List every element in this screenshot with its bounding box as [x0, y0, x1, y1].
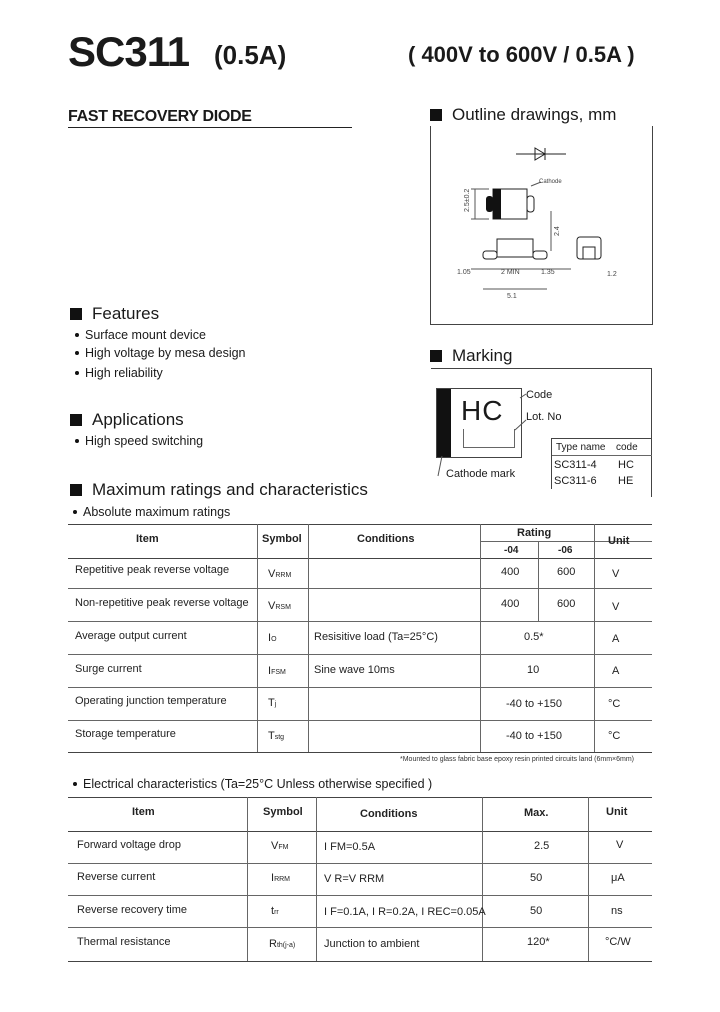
square-bullet-icon — [70, 484, 82, 496]
rating-header: Rating — [517, 527, 552, 539]
symbol-cell: IFSM — [268, 665, 286, 677]
item-cell: Forward voltage drop — [77, 839, 181, 851]
code-header: code — [616, 442, 638, 453]
symbol-cell: trr — [271, 905, 279, 917]
item-cell: Repetitive peak reverse voltage — [75, 564, 230, 576]
symbol-header: Symbol — [263, 806, 303, 818]
max-ratings-heading: Maximum ratings and characteristics — [70, 480, 368, 500]
rating-cell: 10 — [527, 664, 540, 676]
max-cell: 50 — [530, 905, 543, 917]
code-cell: HC — [618, 459, 634, 471]
device-type: FAST RECOVERY DIODE — [68, 108, 252, 125]
marking-heading: Marking — [430, 346, 512, 366]
unit-cell: V — [612, 601, 620, 613]
right-dim: 1.35 — [541, 269, 555, 276]
dot-bullet-icon — [75, 333, 79, 337]
unit-cell: °C — [608, 698, 621, 710]
item-cell: Thermal resistance — [77, 936, 171, 948]
feature-item: High reliability — [75, 366, 163, 380]
conditions-cell: Sine wave 10ms — [314, 664, 395, 676]
cathode-dim: Cathode — [539, 179, 562, 185]
unit-header: Unit — [608, 535, 630, 547]
unit-cell: V — [612, 568, 620, 580]
item-cell: Average output current — [75, 630, 187, 642]
max-cell: 2.5 — [534, 840, 550, 852]
max-header: Max. — [524, 807, 549, 819]
unit-cell: V — [616, 839, 624, 851]
dot-bullet-icon — [73, 782, 77, 786]
unit-cell: A — [612, 633, 620, 645]
unit-cell: ns — [611, 905, 623, 917]
symbol-header: Symbol — [262, 533, 302, 545]
symbol-cell: VRSM — [268, 600, 291, 612]
part-number: SC311 — [68, 28, 190, 75]
item-cell: Non-repetitive peak reverse voltage — [75, 597, 249, 609]
rating-06-cell: 600 — [557, 598, 576, 610]
item-cell: Surge current — [75, 663, 142, 675]
item-header: Item — [136, 533, 159, 545]
conditions-cell: I FM=0.5A — [324, 841, 376, 853]
unit-cell: A — [612, 665, 620, 677]
rating-04-header: -04 — [504, 545, 519, 556]
conditions-header: Conditions — [357, 533, 415, 545]
rating-cell: -40 to +150 — [506, 698, 562, 710]
symbol-cell: VFM — [271, 840, 289, 852]
feature-item: Surface mount device — [75, 328, 206, 342]
item-cell: Operating junction temperature — [75, 695, 227, 707]
left-dim: 1.05 — [457, 269, 471, 276]
lot-label: Lot. No — [526, 411, 562, 423]
conditions-cell: Resisitive load (Ta=25°C) — [314, 631, 438, 643]
unit-header: Unit — [606, 806, 628, 818]
square-bullet-icon — [70, 308, 82, 320]
dot-bullet-icon — [75, 371, 79, 375]
code-label: Code — [526, 389, 553, 401]
symbol-cell: Rth(j-a) — [269, 938, 296, 950]
voltage-range: ( 400V to 600V / 0.5A ) — [408, 42, 635, 67]
package-outline-drawing — [431, 126, 652, 324]
outline-heading: Outline drawings, mm — [430, 105, 616, 125]
unit-cell: °C — [608, 730, 621, 742]
height-dim: 2.5±0.2 — [464, 188, 471, 212]
unit-cell: μA — [611, 872, 625, 884]
max-ratings-footnote: *Mounted to glass fabric base epoxy resin printed circuits land (6mm×6mm) — [400, 756, 635, 763]
current-rating: (0.5A) — [214, 40, 287, 70]
marking-code: HC — [461, 395, 504, 426]
item-cell: Reverse recovery time — [77, 904, 188, 916]
square-bullet-icon — [70, 414, 82, 426]
unit-cell: °C/W — [605, 936, 631, 948]
square-bullet-icon — [430, 109, 442, 121]
type-name-cell: SC311-6 — [554, 475, 597, 487]
marking-code-table — [551, 438, 652, 489]
type-name-cell: SC311-4 — [554, 459, 597, 471]
marking-leader-lines — [430, 389, 553, 490]
dot-bullet-icon — [75, 439, 79, 443]
outline-drawing-box — [430, 126, 653, 325]
rating-cell: -40 to +150 — [506, 730, 562, 742]
side-dim: 1.2 — [607, 271, 617, 278]
electrical-subheading: Electrical characteristics (Ta=25°C Unless otherwise specified ) — [73, 777, 432, 791]
features-heading: Features — [70, 304, 159, 324]
dot-bullet-icon — [73, 510, 77, 514]
max-cell: 50 — [530, 872, 543, 884]
electrical-table — [68, 797, 652, 961]
item-cell: Storage temperature — [75, 728, 176, 740]
symbol-cell: VRRM — [268, 568, 292, 580]
symbol-cell: IO — [268, 632, 277, 644]
dot-bullet-icon — [75, 351, 79, 355]
applications-heading: Applications — [70, 410, 184, 430]
max-ratings-table — [68, 524, 652, 752]
item-cell: Reverse current — [77, 871, 156, 883]
symbol-cell: IRRM — [271, 872, 291, 884]
rating-06-header: -06 — [558, 545, 573, 556]
total-dim: 5.1 — [507, 293, 517, 300]
feature-item: High voltage by mesa design — [75, 346, 246, 360]
subtitle-underline — [68, 127, 352, 128]
max-cell: 120* — [527, 936, 550, 948]
type-name-header: Type name — [556, 442, 606, 453]
cathode-mark-label: Cathode mark — [446, 468, 516, 480]
rating-06-cell: 600 — [557, 566, 576, 578]
conditions-cell: V R=V RRM — [324, 873, 385, 885]
width-dim: 2.4 — [554, 226, 561, 236]
rating-04-cell: 400 — [501, 598, 520, 610]
application-item: High speed switching — [75, 434, 203, 448]
conditions-cell: I F=0.1A, I R=0.2A, I REC=0.05A — [324, 906, 486, 918]
absolute-max-subheading: Absolute maximum ratings — [73, 505, 230, 519]
square-bullet-icon — [430, 350, 442, 362]
symbol-cell: Tstg — [268, 730, 285, 742]
rating-cell: 0.5* — [524, 631, 544, 643]
code-cell: HE — [618, 475, 634, 487]
conditions-cell: Junction to ambient — [324, 938, 420, 950]
symbol-cell: Tj — [268, 697, 277, 709]
mid-dim: 2 MIN — [501, 269, 520, 276]
conditions-header: Conditions — [360, 808, 418, 820]
item-header: Item — [132, 806, 155, 818]
rating-04-cell: 400 — [501, 566, 520, 578]
